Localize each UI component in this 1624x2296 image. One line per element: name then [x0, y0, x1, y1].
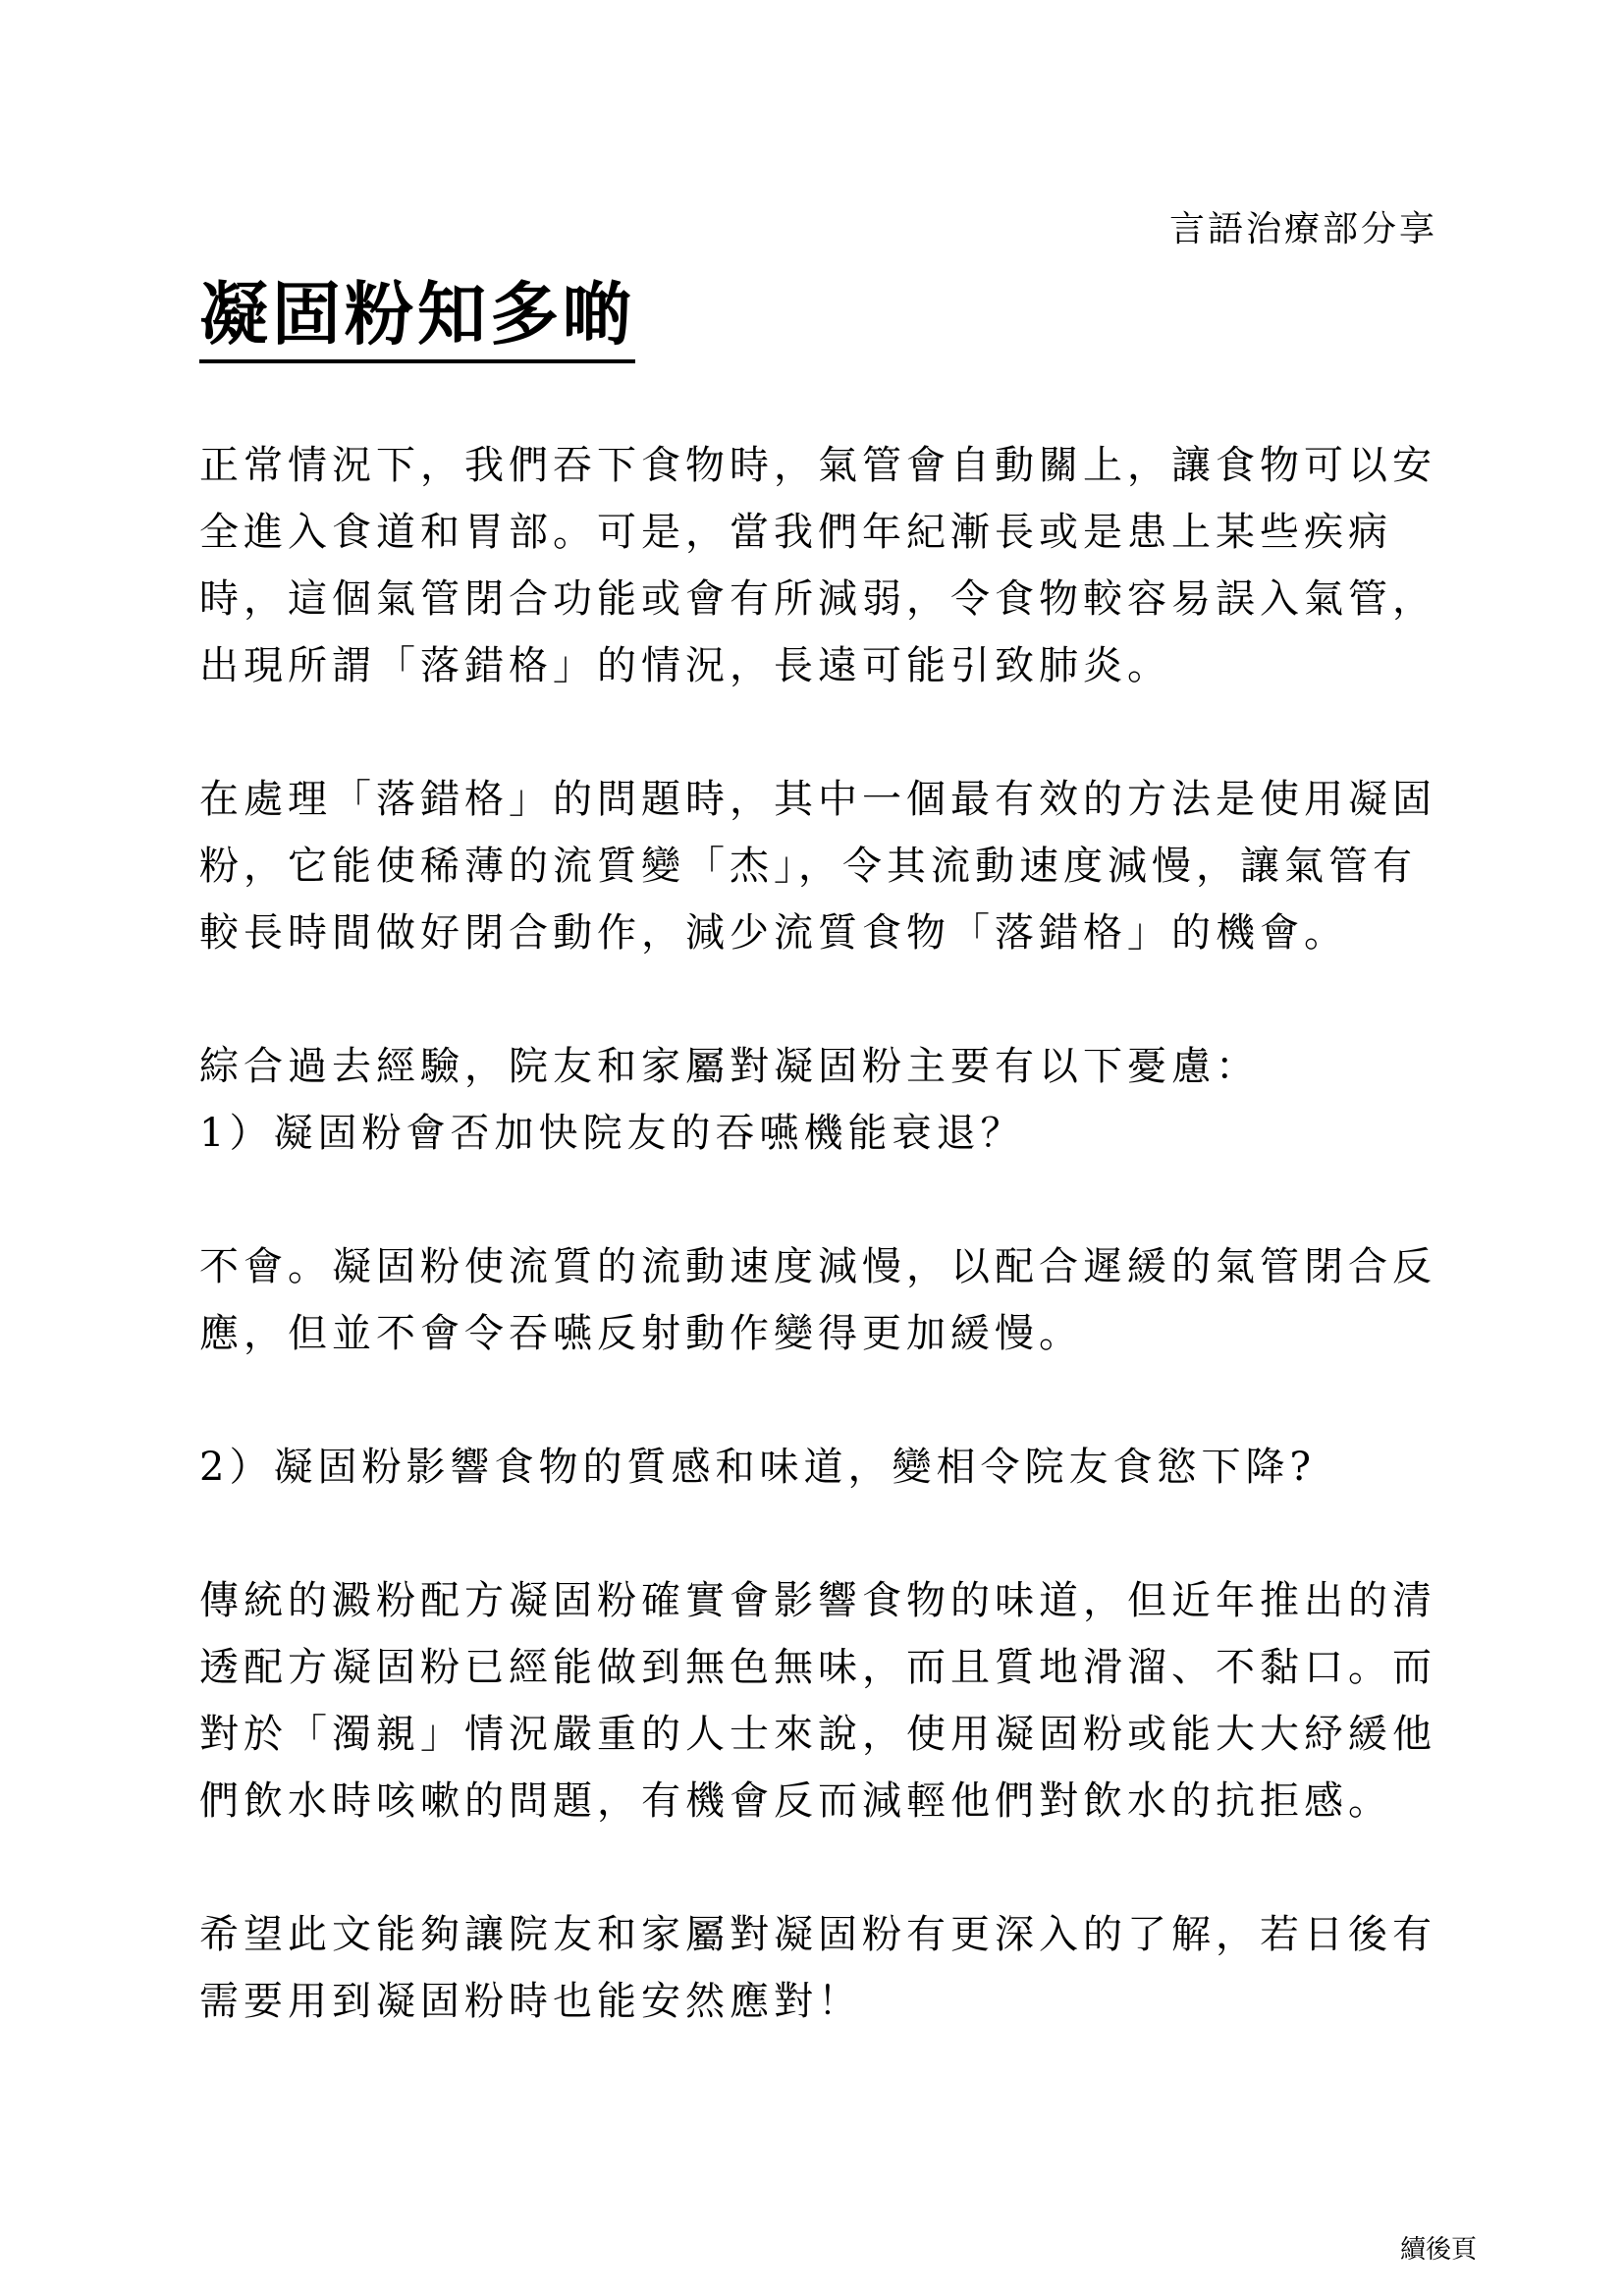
- text-line: 綜合過去經驗，院友和家屬對凝固粉主要有以下憂慮：: [199, 1044, 1260, 1089]
- paragraph-concerns: [199, 1033, 1436, 1167]
- text-line: 傳統的澱粉配方凝固粉確實會影響食物的味道，但近年推出的清: [199, 1578, 1436, 1623]
- text-line: 時，這個氣管閉合功能或會有所減弱，令食物較容易誤入氣管，: [199, 576, 1436, 622]
- text-line: 2）凝固粉影響食物的質感和味道，變相令院友食慾下降?: [199, 1445, 1316, 1490]
- text-line: 透配方凝固粉已經能做到無色無味，而且質地滑溜、不黏口。而: [199, 1645, 1436, 1690]
- text-line: 全進入食道和胃部。可是，當我們年紀漸長或是患上某些疾病: [199, 510, 1392, 555]
- department-label: 言語治療部分享: [1168, 209, 1437, 249]
- text-line: 正常情況下，我們吞下食物時，氣管會自動關上，讓食物可以安: [199, 443, 1436, 488]
- text-line: 們飲水時咳嗽的問題，有機會反而減輕他們對飲水的抗拒感。: [199, 1778, 1392, 1824]
- text-line: 在處理「落錯格」的問題時，其中一個最有效的方法是使用凝固: [199, 777, 1436, 822]
- text-line: 出現所謂「落錯格」的情況，長遠可能引致肺炎。: [199, 643, 1171, 688]
- text-line: 較長時間做好閉合動作，減少流質食物「落錯格」的機會。: [199, 910, 1348, 956]
- article-body: [199, 432, 1436, 2102]
- text-line: 不會。凝固粉使流質的流動速度減慢，以配合遲緩的氣管閉合反: [199, 1244, 1436, 1289]
- text-line: 需要用到凝固粉時也能安然應對！: [199, 1979, 862, 2024]
- paragraph-conclusion: [199, 1901, 1436, 2035]
- paragraph-method: [199, 766, 1436, 966]
- answer-1: [199, 1233, 1436, 1367]
- continued-label: 續後頁: [1399, 2235, 1477, 2265]
- question-2: [199, 1434, 1436, 1501]
- article-title: 凝固粉知多啲: [199, 273, 635, 363]
- question-1: 1）凝固粉會否加快院友的吞嚥機能衰退？: [199, 1111, 1025, 1156]
- paragraph-intro: [199, 432, 1436, 699]
- text-line: 應，但並不會令吞嚥反射動作變得更加緩慢。: [199, 1311, 1083, 1356]
- text-line: 粉，它能使稀薄的流質變「杰」，令其流動速度減慢，讓氣管有: [199, 844, 1417, 889]
- answer-2: [199, 1567, 1436, 1834]
- text-line: 希望此文能夠讓院友和家屬對凝固粉有更深入的了解，若日後有: [199, 1912, 1436, 1957]
- text-line: 對於「濁親」情況嚴重的人士來說，使用凝固粉或能大大紓緩他: [199, 1712, 1436, 1757]
